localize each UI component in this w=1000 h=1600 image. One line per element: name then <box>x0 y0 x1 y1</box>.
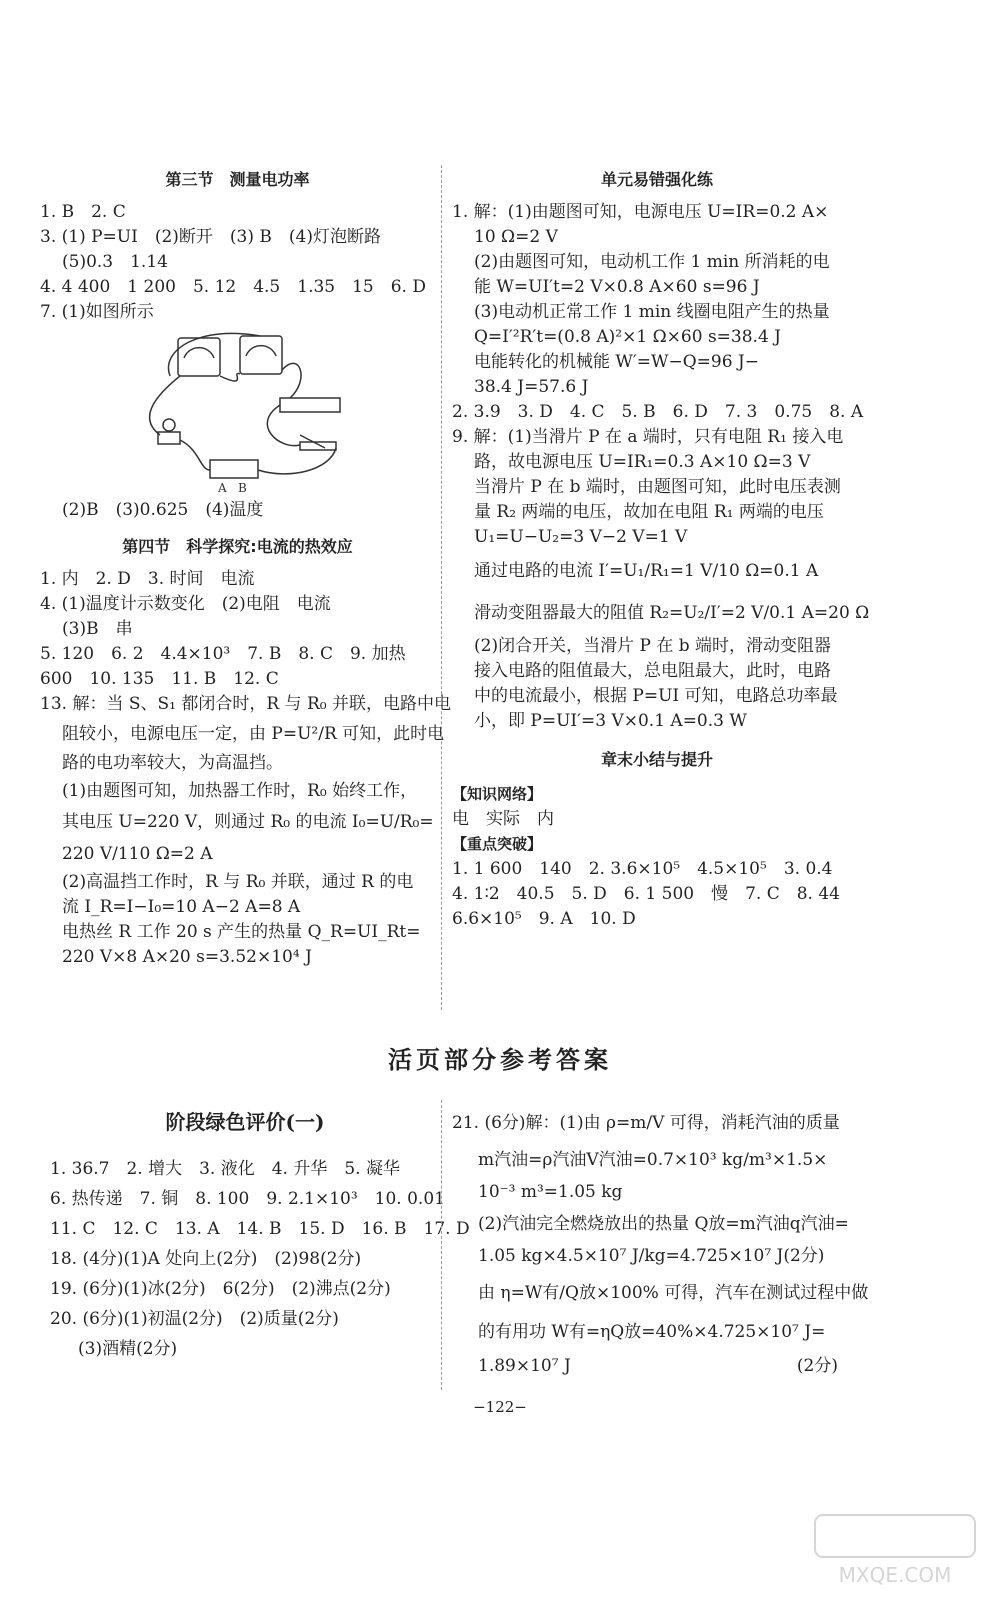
answer-line: U₁=U−U₂=3 V−2 V=1 V <box>474 527 688 547</box>
right-top-column <box>452 168 870 932</box>
answer-line: (1)由题图可知，加热器工作时，R₀ 始终工作， <box>62 781 418 801</box>
section-title-3: 第三节 测量电功率 <box>165 170 310 189</box>
answer-line: (5)0.3 1.14 <box>62 252 168 272</box>
answer-line: m汽油=ρ汽油V汽油=0.7×10³ kg/m³×1.5× <box>478 1150 828 1170</box>
column-divider-bottom <box>441 1100 442 1390</box>
answer-line: 能 W=UI′t=2 V×0.8 A×60 s=96 J <box>474 277 760 297</box>
answer-line: 滑动变阻器最大的阻值 R₂=U₂/I′=2 V/0.1 A=20 Ω <box>474 603 870 623</box>
answer-line: 4. 1∶2 40.5 5. D 6. 1 500 慢 7. C 8. 44 <box>452 884 840 904</box>
answer-line: 10⁻³ m³=1.05 kg <box>478 1182 623 1202</box>
answer-line: (2)B (3)0.625 (4)温度 <box>62 500 264 520</box>
answer-line: 21. (6分)解：(1)由 ρ=m/V 可得，消耗汽油的质量 <box>452 1113 840 1133</box>
left-top-column-b <box>40 498 451 970</box>
answer-value: 1.89×10⁷ J <box>478 1356 571 1376</box>
answer-line: 1. 36.7 2. 增大 3. 液化 4. 升华 5. 凝华 <box>50 1159 400 1179</box>
main-title: 活页部分参考答案 <box>388 1045 612 1074</box>
answer-line: 19. (6分)(1)冰(2分) 6(2分) (2)沸点(2分) <box>50 1279 391 1299</box>
answer-line: 1. 1 600 140 2. 3.6×10⁵ 4.5×10⁵ 3. 0.4 <box>452 859 833 879</box>
answer-line: (2)汽油完全燃烧放出的热量 Q放=m汽油q汽油= <box>478 1214 849 1234</box>
answer-line: 10 Ω=2 V <box>474 227 558 247</box>
answer-line: 量 R₂ 两端的电压，故加在电阻 R₁ 两端的电压 <box>474 502 824 522</box>
answer-line: (2)高温挡工作时，R 与 R₀ 并联，通过 R 的电 <box>62 872 414 892</box>
answer-line: 13. 解：当 S、S₁ 都闭合时，R 与 R₀ 并联，电路中电 <box>40 694 451 714</box>
answer-line: 由 η=W有/Q放×100% 可得，汽车在测试过程中做 <box>478 1283 869 1303</box>
answer-line: 电能转化的机械能 W′=W−Q=96 J− <box>474 352 759 372</box>
answer-line <box>452 1349 838 1383</box>
answer-line: 2. 3.9 3. D 4. C 5. B 6. D 7. 3 0.75 8. A <box>452 402 864 422</box>
answer-line: 中的电流最小，根据 P=UI 可知，电路总功率最 <box>474 686 838 706</box>
column-divider <box>441 165 442 1010</box>
answer-line: 阻较小，电源电压一定，由 P=U²/R 可知，此时电 <box>62 724 445 744</box>
answer-line: 流 I_R=I−I₀=10 A−2 A=8 A <box>62 897 301 917</box>
answer-line: 18. (4分)(1)A 处向上(2分) (2)98(2分) <box>50 1249 362 1269</box>
answer-line: 其电压 U=220 V，则通过 R₀ 的电流 I₀=U/R₀= <box>62 812 434 832</box>
answer-line: (2)由题图可知，电动机工作 1 min 所消耗的电 <box>474 252 830 272</box>
section-title-assessment: 阶段绿色评价(一) <box>165 1110 325 1134</box>
switch-icon <box>300 442 336 450</box>
battery-icon <box>210 460 258 478</box>
answer-line: 接入电路的阻值最大，总电阻最大，此时，电路 <box>474 661 831 681</box>
answer-line: 通过电路的电流 I′=U₁/R₁=1 V/10 Ω=0.1 A <box>474 561 819 581</box>
answer-line: 7. (1)如图所示 <box>40 302 154 322</box>
circuit-diagram <box>140 330 390 500</box>
svg-text:MXQE.COM: MXQE.COM <box>838 1563 952 1587</box>
answer-line: 电热丝 R 工作 20 s 产生的热量 Q_R=UI_Rt= <box>62 922 421 942</box>
answer-line: 1. 内 2. D 3. 时间 电流 <box>40 569 255 589</box>
answer-line: 11. C 12. C 13. A 14. B 15. D 16. B 17. D <box>50 1219 470 1239</box>
answer-line: 220 V/110 Ω=2 A <box>62 844 213 864</box>
answer-line: 9. 解：(1)当滑片 P 在 a 端时，只有电阻 R₁ 接入电 <box>452 427 844 447</box>
watermark-logo <box>810 1510 980 1590</box>
answer-line: 路的电功率较大，为高温挡。 <box>62 753 283 773</box>
answer-line: 【知识网络】 <box>452 785 543 803</box>
answer-line: 1. B 2. C <box>40 202 126 222</box>
answer-line: 20. (6分)(1)初温(2分) (2)质量(2分) <box>50 1309 339 1329</box>
answer-line: (3)B 串 <box>62 619 133 639</box>
answer-line: 1.05 kg×4.5×10⁷ J/kg=4.725×10⁷ J(2分) <box>478 1246 825 1266</box>
rheostat-icon <box>280 398 340 412</box>
answer-line: 220 V×8 A×20 s=3.52×10⁴ J <box>62 947 312 967</box>
answer-line: (3)酒精(2分) <box>78 1339 178 1359</box>
section-title-errors: 单元易错强化练 <box>600 170 713 189</box>
answer-line: 【重点突破】 <box>452 835 543 853</box>
score-tag: (2分) <box>796 1356 838 1376</box>
answer-line: 3. (1) P=UI (2)断开 (3) B (4)灯泡断路 <box>40 227 381 247</box>
section-title-summary: 章末小结与提升 <box>600 750 713 769</box>
answer-line: 4. (1)温度计示数变化 (2)电阻 电流 <box>40 594 331 614</box>
lamp-icon <box>158 432 180 444</box>
answer-line: 600 10. 135 11. B 12. C <box>40 669 279 689</box>
answer-line: 38.4 J=57.6 J <box>474 377 589 397</box>
answer-line: (2)闭合开关，当滑片 P 在 b 端时，滑动变阻器 <box>474 636 832 656</box>
answer-line: 5. 120 6. 2 4.4×10³ 7. B 8. C 9. 加热 <box>40 644 406 664</box>
svg-text:B: B <box>238 481 247 495</box>
right-bottom-column <box>452 1103 869 1383</box>
answer-line: 6. 热传递 7. 铜 8. 100 9. 2.1×10³ 10. 0.01 <box>50 1189 445 1209</box>
answer-line: 6.6×10⁵ 9. A 10. D <box>452 909 636 929</box>
left-bottom-column <box>50 1108 470 1364</box>
left-top-column <box>40 168 435 325</box>
answer-line: 1. 解：(1)由题图可知，电源电压 U=IR=0.2 A× <box>452 202 829 222</box>
answer-line: (3)电动机正常工作 1 min 线圈电阻产生的热量 <box>474 302 830 322</box>
section-title-4: 第四节 科学探究:电流的热效应 <box>122 537 353 556</box>
answer-line: 当滑片 P 在 b 端时，由题图可知，此时电压表测 <box>474 477 841 497</box>
answer-line: 小，即 P=UI′=3 V×0.1 A=0.3 W <box>474 711 747 731</box>
answer-line: 电 实际 内 <box>452 809 554 829</box>
answer-line: Q=I′²R′t=(0.8 A)²×1 Ω×60 s=38.4 J <box>474 327 781 347</box>
page-number: −122− <box>473 1398 527 1416</box>
answer-line: 的有用功 W有=ηQ放=40%×4.725×10⁷ J= <box>478 1322 826 1342</box>
answer-line: 路，故电源电压 U=IR₁=0.3 A×10 Ω=3 V <box>474 452 811 472</box>
answer-line: 4. 4 400 1 200 5. 12 4.5 1.35 15 6. D <box>40 277 426 297</box>
svg-text:A: A <box>218 481 227 495</box>
